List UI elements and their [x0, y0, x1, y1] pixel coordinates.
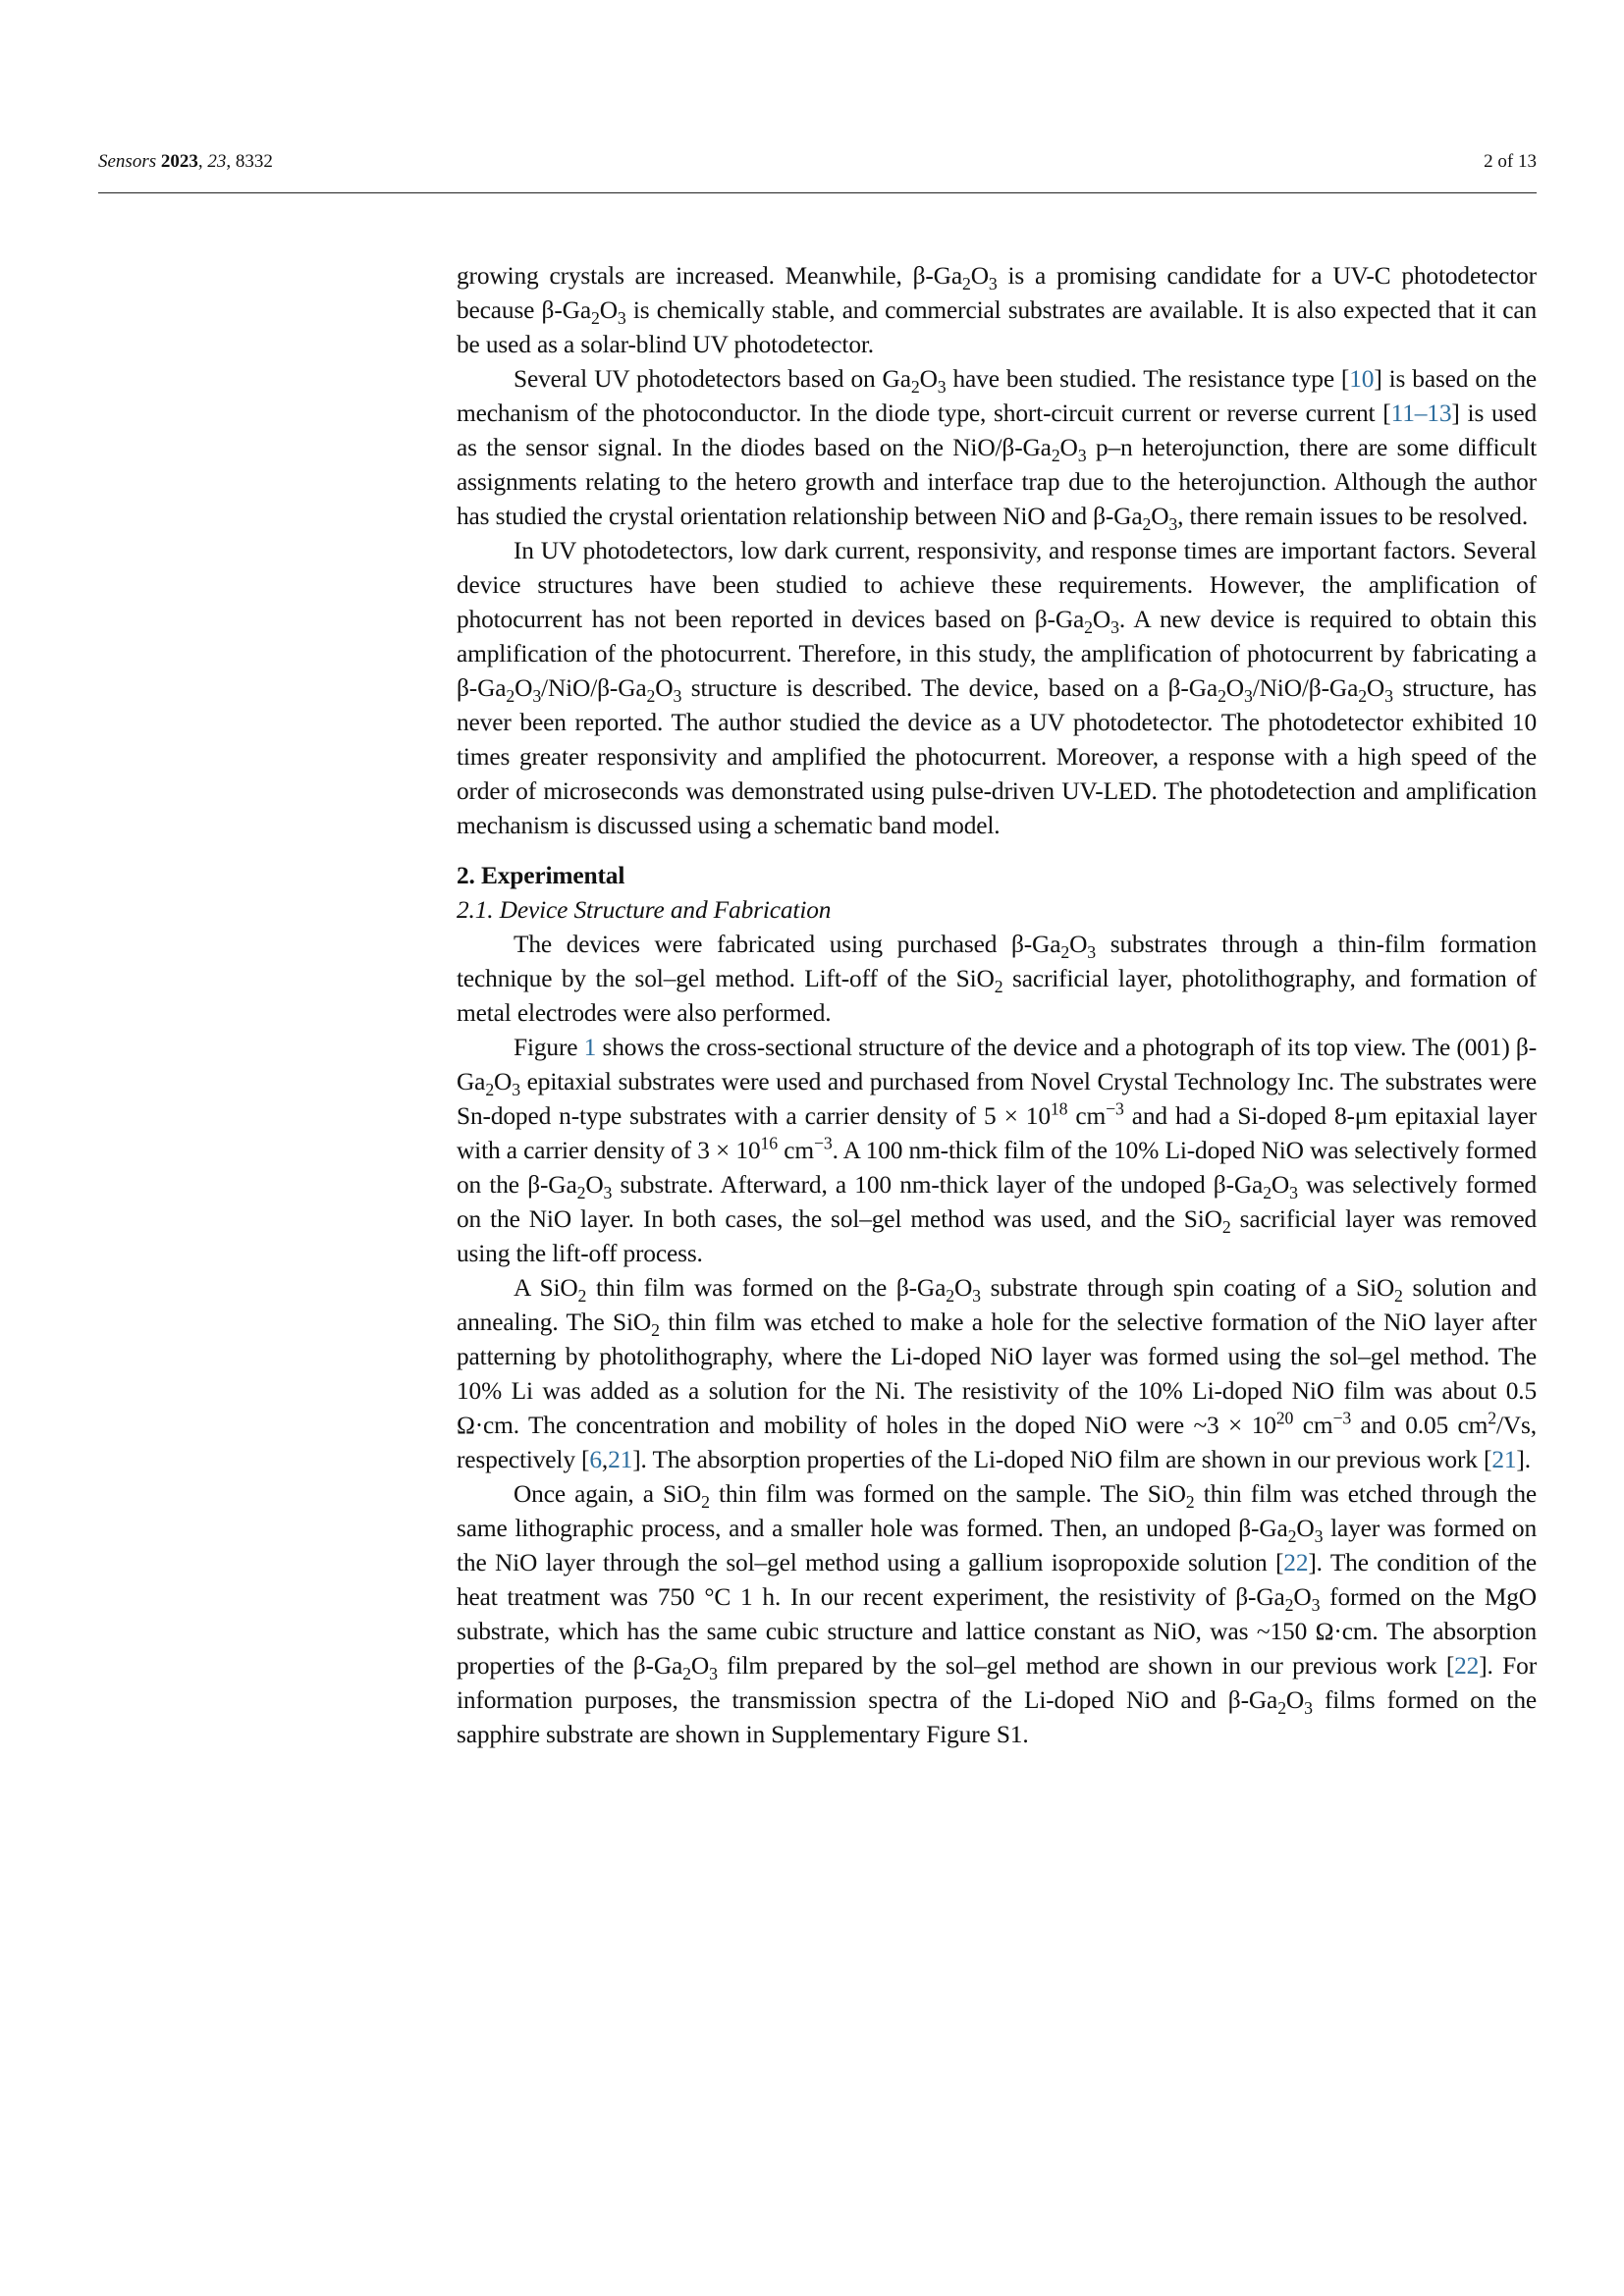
journal-name: Sensors — [98, 151, 157, 172]
text-run: O — [514, 674, 533, 702]
subscript: 2 — [577, 1286, 587, 1307]
text-run: substrate. Afterward, a 100 nm-thick layer of the undoped β-Ga — [612, 1171, 1264, 1199]
text-run: thin film was etched through the same lithographic process, and a smaller hole was formed. Then, an undoped β-Ga — [457, 1480, 1537, 1542]
text-run: O — [655, 674, 674, 702]
subscript: 2 — [1051, 446, 1060, 466]
subscript: 2 — [946, 1286, 954, 1307]
text-run: sacrificial layer was removed using the lift-off process. — [457, 1205, 1538, 1267]
subscript: 3 — [1110, 617, 1119, 638]
text-run: O — [919, 365, 938, 393]
subscript: 2 — [701, 1492, 710, 1513]
subscript: 2 — [590, 308, 600, 329]
text-run: ]. The condition of the heat treatment was 750 °C 1 h. In our recent experiment, the resistivity of β-Ga — [457, 1549, 1538, 1611]
superscript: 16 — [760, 1133, 778, 1153]
text-run: epitaxial substrates were used and purchased from Novel Crystal Technology Inc. The substrates were Sn-doped n-type substrates with a carrier density of 5 × 10 — [457, 1068, 1537, 1130]
text-run: O — [599, 296, 618, 324]
subscript: 3 — [1243, 686, 1253, 707]
text-run: shows the cross-sectional structure of the device and a photograph of its top view. The (001) β-Ga — [457, 1034, 1538, 1095]
subscript: 2 — [1218, 686, 1226, 707]
subsection-heading: 2.1. Device Structure and Fabrication — [457, 896, 832, 924]
paragraph-7 — [457, 1477, 1537, 1752]
paragraph-6 — [457, 1271, 1537, 1477]
text-run: O — [1225, 674, 1244, 702]
text-run: is a promising candidate for a UV-C photodetector because β-Ga — [457, 262, 1537, 324]
text-run: formed on the MgO substrate, which has the same cubic structure and lattice constant as NiO, was ~150 Ω·cm. The absorption properties of the β-Ga — [457, 1583, 1537, 1680]
text-run: O — [1092, 606, 1111, 633]
subscript: 3 — [1311, 1595, 1321, 1616]
subscript: 2 — [1142, 514, 1152, 535]
text-run: O — [1296, 1515, 1315, 1542]
text-run: ]. For information purposes, the transmission spectra of the Li-doped NiO and β-Ga — [457, 1652, 1537, 1714]
subscript: 2 — [682, 1664, 691, 1684]
text-run: /NiO/β-Ga — [1252, 674, 1359, 702]
text-run: O — [1271, 1171, 1290, 1199]
journal-volume: 23 — [207, 151, 227, 172]
subscript: 2 — [485, 1080, 495, 1100]
subscript: 2 — [1185, 1492, 1195, 1513]
subscript: 2 — [1358, 686, 1367, 707]
text-run: cm — [1067, 1102, 1107, 1130]
text-run: /NiO/β-Ga — [541, 674, 647, 702]
text-run: The devices were fabricated using purchased β-Ga — [514, 931, 1061, 958]
subscript: 3 — [673, 686, 682, 707]
subscript: 3 — [988, 274, 998, 294]
subscript: 2 — [1060, 942, 1070, 963]
citation-link[interactable]: 21 — [608, 1446, 633, 1473]
subscript: 3 — [1087, 942, 1097, 963]
superscript: 20 — [1275, 1408, 1294, 1428]
text-run: ]. — [1516, 1446, 1531, 1473]
paragraph-5 — [457, 1031, 1537, 1271]
paragraph-2 — [457, 362, 1537, 534]
citation-link[interactable]: 6 — [589, 1446, 602, 1473]
text-run: , there remain issues to be resolved. — [1177, 503, 1529, 530]
text-run: cm — [1293, 1412, 1333, 1439]
text-run: films formed on the sapphire substrate are shown in Supplementary Figure S1. — [457, 1686, 1537, 1748]
text-run: O — [1285, 1686, 1305, 1714]
subscript: 2 — [910, 377, 920, 398]
subscript: 2 — [1263, 1183, 1272, 1203]
superscript: 2 — [1488, 1408, 1496, 1428]
subscript: 2 — [962, 274, 971, 294]
subscript: 2 — [651, 1320, 660, 1341]
superscript: −3 — [1106, 1098, 1124, 1119]
citation-link[interactable]: 22 — [1454, 1652, 1480, 1680]
superscript: 18 — [1050, 1098, 1068, 1119]
text-run: is chemically stable, and commercial substrates are available. It is also expected that it can be used as a solar-blind UV photodetector. — [457, 296, 1537, 358]
subscript: 2 — [1084, 617, 1093, 638]
text-run: film prepared by the sol–gel method are shown in our previous work [ — [717, 1652, 1455, 1680]
text-run: O — [1059, 434, 1078, 461]
subscript: 2 — [994, 977, 1003, 997]
section-heading: 2. Experimental — [457, 862, 625, 889]
text-run: O — [1151, 503, 1169, 530]
text-run: sacrificial layer, photolithography, and formation of metal electrodes were also performed. — [457, 965, 1537, 1027]
text-run: thin film was etched to make a hole for the selective formation of the NiO layer after patterning by photolithography, where the Li-doped NiO layer was formed using the sol–gel method. The 10% Li was added as a solution for the Ni. The resistivity of the 10% Li-doped NiO film was about 0.5 Ω·cm. The concentration and mobility of holes in the doped NiO were ~3 × 10 — [457, 1308, 1537, 1439]
text-run: ] is based on the mechanism of the photoconductor. In the diode type, short-circuit current or reverse current [ — [457, 365, 1538, 427]
text-run: ]. The absorption properties of the Li-doped NiO film are shown in our previous work [ — [632, 1446, 1492, 1473]
text-run: O — [953, 1274, 973, 1302]
subscript: 3 — [1304, 1698, 1313, 1719]
text-run: O — [970, 262, 989, 290]
text-run: have been studied. The resistance type [ — [946, 365, 1350, 393]
text-run: . A 100 nm-thick film of the 10% Li-doped NiO was selectively formed on the β-Ga — [457, 1137, 1537, 1199]
text-run: /Vs, respectively [ — [457, 1412, 1537, 1473]
text-run: O — [1293, 1583, 1312, 1611]
text-run: solution and annealing. The SiO — [457, 1274, 1538, 1336]
subscript: 2 — [646, 686, 656, 707]
text-run: was selectively formed on the NiO layer. In both cases, the sol–gel method was used, and the SiO — [457, 1171, 1538, 1233]
subscript: 3 — [1384, 686, 1393, 707]
subscript: 3 — [1314, 1526, 1324, 1547]
text-run: A SiO — [514, 1274, 578, 1302]
subscript: 3 — [1077, 446, 1087, 466]
text-run: Once again, a SiO — [514, 1480, 702, 1508]
text-run: p–n heterojunction, there are some difficult assignments relating to the hetero growth and interface trap due to the heterojunction. Although the author has studied the crystal orientation relationship between NiO and β-Ga — [457, 434, 1537, 530]
subscript: 3 — [603, 1183, 613, 1203]
paragraph-1 — [457, 259, 1537, 362]
citation-link[interactable]: 11–13 — [1390, 400, 1452, 427]
text-run: O — [1366, 674, 1385, 702]
subscript: 2 — [1394, 1286, 1403, 1307]
subscript: 3 — [1168, 514, 1178, 535]
text-run: O — [494, 1068, 513, 1095]
text-run: layer was formed on the NiO layer through the sol–gel method using a gallium isopropoxide solution [ — [457, 1515, 1537, 1576]
subscript: 3 — [972, 1286, 981, 1307]
text-run: substrates through a thin-film formation technique by the sol–gel method. Lift-off of the SiO — [457, 931, 1538, 992]
text-run: thin film was formed on the β-Ga — [586, 1274, 947, 1302]
text-run: structure is described. The device, based on a β-Ga — [681, 674, 1218, 702]
text-run: substrate through spin coating of a SiO — [980, 1274, 1395, 1302]
subscript: 2 — [576, 1183, 586, 1203]
subscript: 3 — [512, 1080, 520, 1100]
text-run: cm — [778, 1137, 814, 1164]
journal-year: 2023 — [160, 151, 198, 172]
figure-link[interactable]: 1 — [583, 1034, 597, 1061]
subscript: 2 — [1284, 1595, 1294, 1616]
subscript: 2 — [1221, 1217, 1231, 1238]
text-run: O — [690, 1652, 710, 1680]
journal-citation: Sensors 2023, 23, 8332 — [98, 151, 273, 172]
subscript: 2 — [1287, 1526, 1297, 1547]
superscript: −3 — [1332, 1408, 1352, 1428]
text-run: and had a Si-doped 8-μm epitaxial layer with a carrier density of 3 × 10 — [457, 1102, 1537, 1164]
text-run: , — [601, 1446, 609, 1473]
subscript: 2 — [1277, 1698, 1286, 1719]
text-run: O — [585, 1171, 604, 1199]
text-run: ] is used as the sensor signal. In the diodes based on the NiO/β-Ga — [457, 400, 1537, 461]
text-run: Several UV photodetectors based on Ga — [514, 365, 911, 393]
text-run: . A new device is required to obtain this amplification of the photocurrent. Therefore, in this study, the amplification of photocurrent by fabricating a β-Ga — [457, 606, 1537, 702]
subscript: 3 — [532, 686, 542, 707]
paragraph-4 — [457, 928, 1537, 1031]
citation-link[interactable]: 21 — [1491, 1446, 1517, 1473]
text-run: and 0.05 cm — [1351, 1412, 1489, 1439]
header-rule — [98, 192, 1537, 193]
text-run: growing crystals are increased. Meanwhile, β-Ga — [457, 262, 962, 290]
text-run: structure, has never been reported. The author studied the device as a UV photodetector. The photodetector exhibited 10 times greater responsivity and amplified the photocurrent. Moreover, a response with a high speed of the order of microseconds was demonstrated using pulse-driven UV-LED. The photodetection and amplification mechanism is discussed using a schematic band model. — [457, 674, 1537, 839]
subscript: 3 — [617, 308, 626, 329]
subscript: 2 — [506, 686, 515, 707]
citation-link[interactable]: 22 — [1283, 1549, 1309, 1576]
body-text — [457, 259, 1537, 1752]
subscript: 3 — [937, 377, 947, 398]
article-number: 8332 — [235, 151, 273, 172]
text-run: O — [1069, 931, 1088, 958]
subscript: 3 — [709, 1664, 718, 1684]
text-run: Figure — [514, 1034, 584, 1061]
citation-link[interactable]: 10 — [1349, 365, 1375, 393]
paragraph-3 — [457, 534, 1537, 843]
superscript: −3 — [813, 1133, 833, 1153]
running-header — [98, 151, 1537, 181]
page-number: 2 of 13 — [1484, 151, 1537, 172]
text-run: thin film was formed on the sample. The SiO — [709, 1480, 1186, 1508]
text-run: In UV photodetectors, low dark current, responsivity, and response times are important factors. Several device structures have been studied to achieve these requirements. However, the amplification of photocurrent has not been reported in devices based on β-Ga — [457, 537, 1537, 633]
subscript: 3 — [1289, 1183, 1298, 1203]
